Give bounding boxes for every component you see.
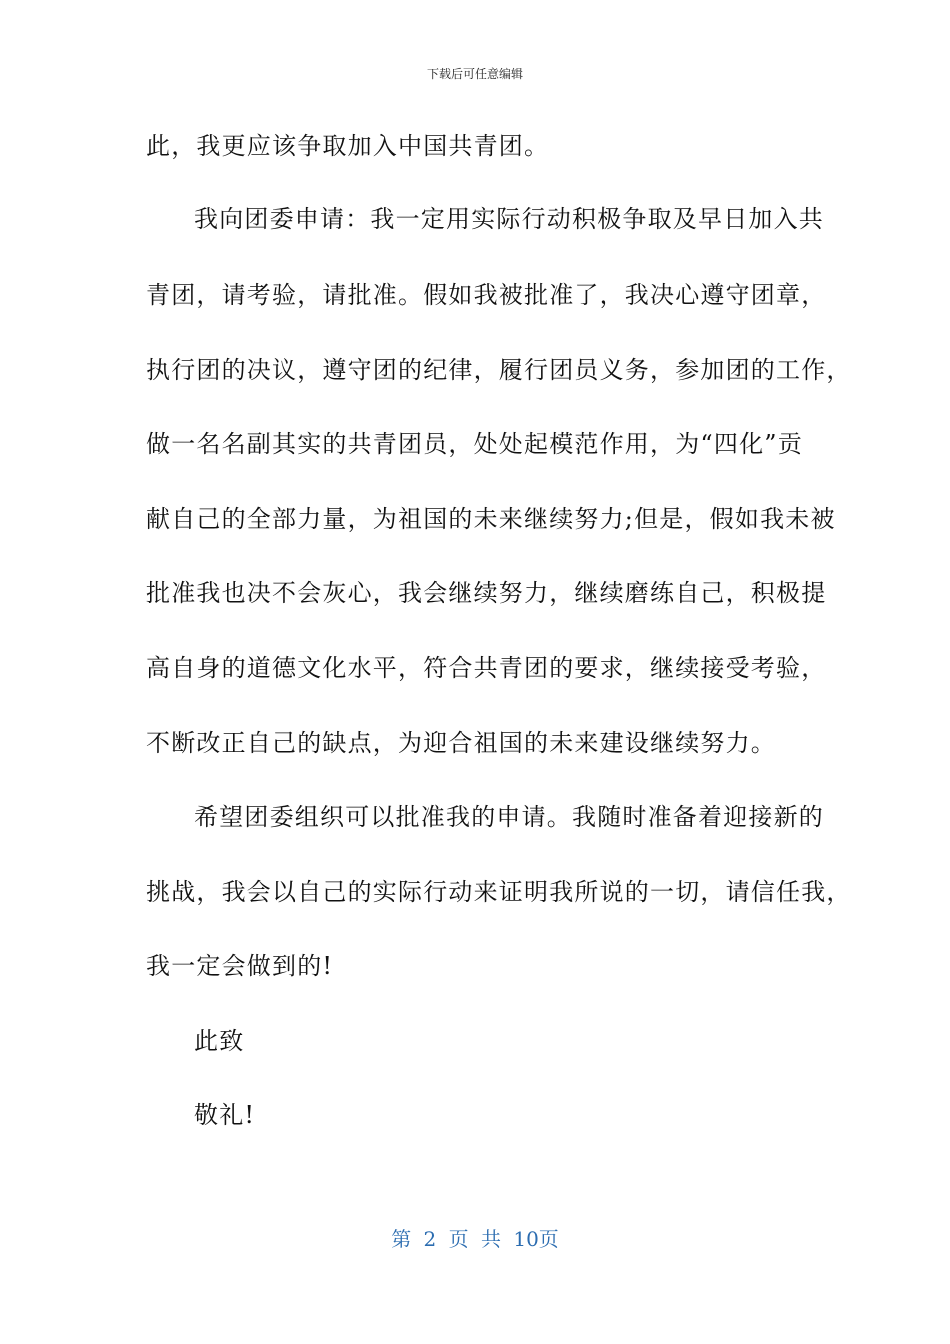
- body-line: 我一定会做到的!: [146, 952, 334, 980]
- closing-salutation: 此致: [194, 1027, 245, 1055]
- body-line: 此，我更应该争取加入中国共青团。: [146, 132, 550, 160]
- body-line: 高自身的道德文化水平，符合共青团的要求，继续接受考验，: [146, 654, 827, 682]
- body-line: 挑战，我会以自己的实际行动来证明我所说的一切，请信任我，: [146, 878, 852, 906]
- body-line: 执行团的决议，遵守团的纪律，履行团员义务，参加团的工作，: [146, 356, 852, 384]
- body-line: 不断改正自己的缺点，为迎合祖国的未来建设继续努力。: [146, 729, 776, 757]
- body-line: 做一名名副其实的共青团员，处处起模范作用，为“四化”贡: [146, 430, 803, 458]
- page-number: 第 2 页 共 10页: [391, 1227, 559, 1251]
- body-line: 批准我也决不会灰心，我会继续努力，继续磨练自己，积极提: [146, 579, 827, 607]
- page-header: 下载后可任意编辑: [426, 67, 523, 81]
- closing-regards: 敬礼!: [194, 1101, 256, 1129]
- body-line: 青团，请考验，请批准。假如我被批准了，我决心遵守团章，: [146, 281, 827, 309]
- body-line: 我向团委申请：我一定用实际行动积极争取及早日加入共: [194, 205, 824, 233]
- body-line: 献自己的全部力量，为祖国的未来继续努力;但是，假如我未被: [146, 505, 836, 533]
- body-line: 希望团委组织可以批准我的申请。我随时准备着迎接新的: [194, 803, 824, 831]
